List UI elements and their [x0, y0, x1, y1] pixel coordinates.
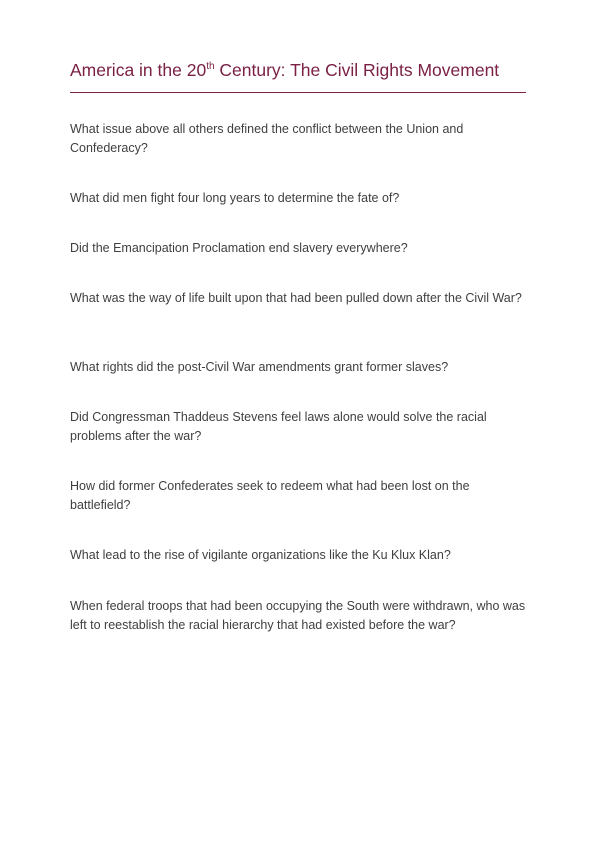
page-title — [70, 58, 530, 82]
title-underline — [70, 92, 526, 93]
question-4: What was the way of life built upon that had been pulled down after the Civil War? — [70, 291, 522, 305]
question-5: What rights did the post-Civil War amendments grant former slaves? — [70, 360, 449, 374]
question-6: Did Congressman Thaddeus Stevens feel laws alone would solve the racial problems after the war? — [70, 410, 487, 443]
question-3: Did the Emancipation Proclamation end slavery everywhere? — [70, 241, 408, 255]
question-9: When federal troops that had been occupying the South were withdrawn, who was left to reestablish the racial hierarchy that had existed before the war? — [70, 599, 526, 632]
question-8: What lead to the rise of vigilante organizations like the Ku Klux Klan? — [70, 548, 451, 562]
question-1: What issue above all others defined the conflict between the Union and Confederacy? — [70, 122, 464, 155]
title-text-start: America in the 20 — [70, 60, 207, 80]
title-superscript: th — [206, 61, 215, 73]
question-2: What did men fight four long years to determine the fate of? — [70, 191, 400, 205]
title-text-end: Century: The Civil Rights Movement — [214, 60, 500, 80]
question-7: How did former Confederates seek to redeem what had been lost on the battlefield? — [70, 479, 470, 512]
